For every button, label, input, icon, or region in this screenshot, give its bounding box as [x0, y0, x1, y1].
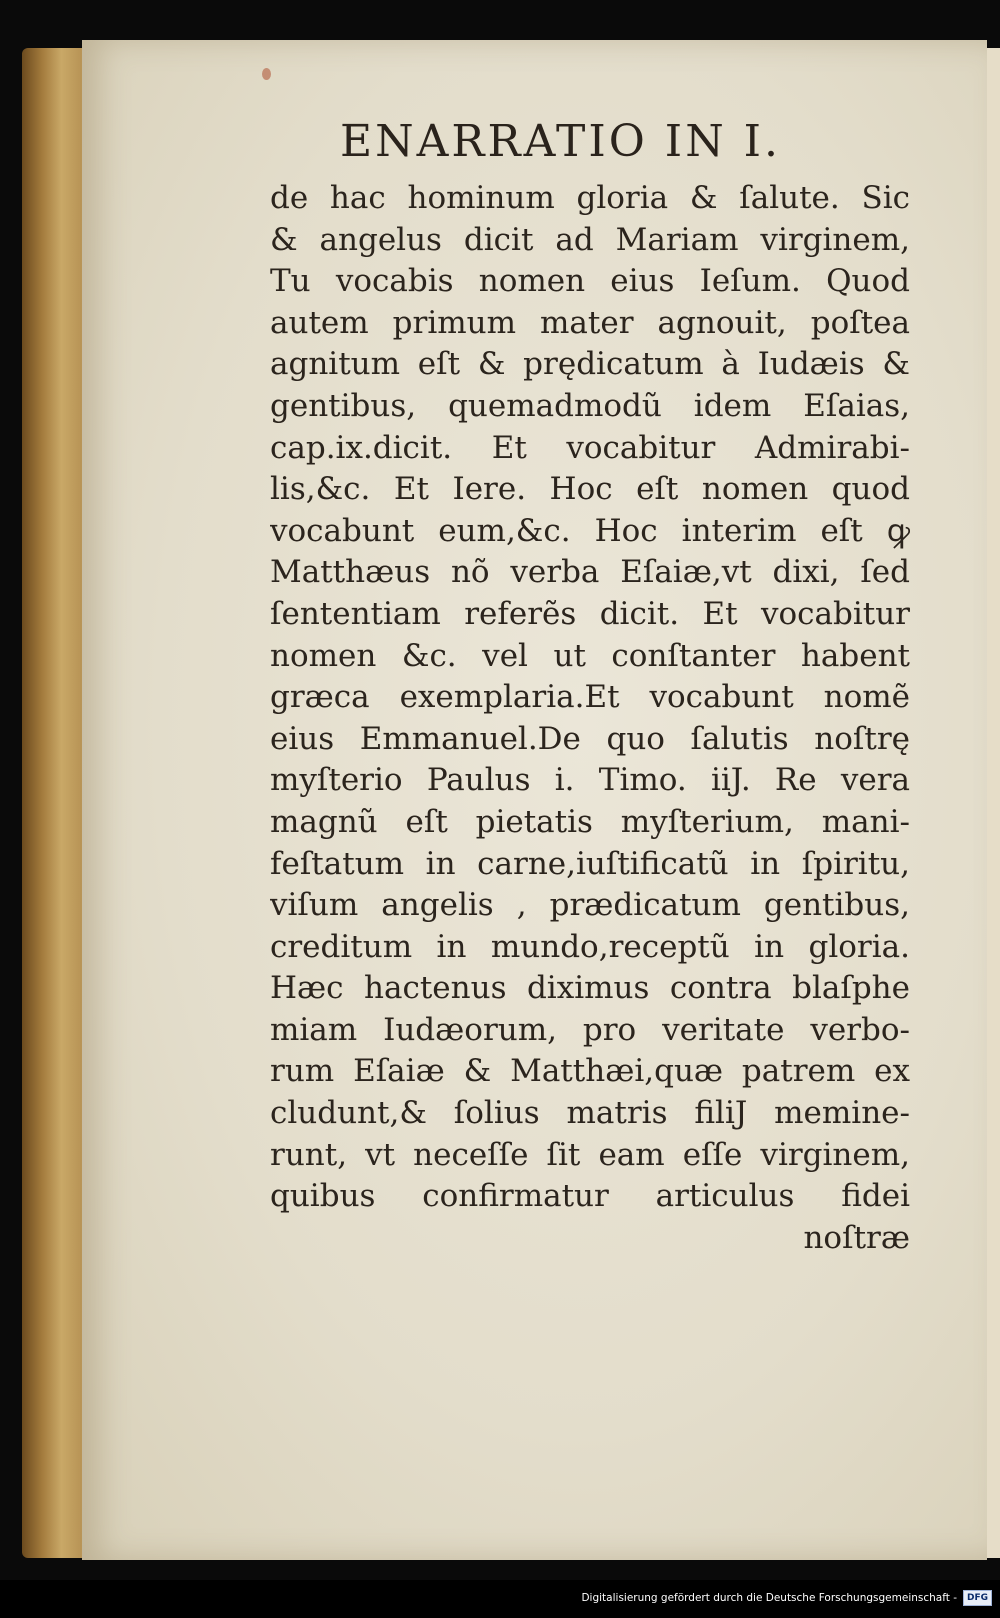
text-line: rum Eſaiæ & Matthæi,quæ patrem ex	[270, 1053, 910, 1090]
ink-spot	[262, 68, 271, 80]
footer-credit: Digitalisierung gefördert durch die Deutsche Forschungsgemeinschaft -	[581, 1592, 957, 1604]
text-line: quibus confirmatur articulus fidei	[270, 1178, 910, 1215]
text-line: de hac hominum gloria & ſalute. Sic	[270, 180, 910, 216]
dfg-logo: DFG	[963, 1590, 992, 1606]
text-line: nomen &c. vel ut conſtanter habent	[270, 637, 910, 674]
text-line: viſum angelis , prædicatum gentibus,	[270, 887, 910, 924]
text-line: Tu vocabis nomen eius Ieſum. Quod	[270, 263, 910, 300]
text-line: creditum in mundo,receptũ in gloria.	[270, 928, 910, 965]
text-line: agnitum eſt & prędicatum à Iudæis &	[270, 346, 910, 383]
text-line: magnũ eſt pietatis myſterium, mani-	[270, 803, 910, 840]
text-block	[270, 178, 910, 1259]
text-line: cap.ix.dicit. Et vocabitur Admirabi-	[270, 429, 910, 466]
running-header: ENARRATIO IN I.	[340, 116, 782, 167]
text-line: lis,&c. Et Iere. Hoc eſt nomen quod	[270, 471, 910, 508]
text-line: feſtatum in carne,iuſtificatũ in ſpiritu,	[270, 845, 910, 882]
catchword: noſtræ	[803, 1219, 910, 1256]
text-line: Hæc hactenus diximus contra blaſphe	[270, 970, 910, 1007]
text-line: & angelus dicit ad Mariam virginem,	[270, 221, 910, 258]
text-line: runt, vt neceſſe ſit eam eſſe virginem,	[270, 1136, 910, 1173]
text-line: miam Iudæorum, pro veritate verbo-	[270, 1011, 910, 1048]
text-line: cludunt,& ſolius matris filiJ memine-	[270, 1095, 910, 1132]
text-line: græca exemplaria.Et vocabunt nomẽ	[270, 679, 910, 716]
text-line: gentibus, quemadmodũ idem Eſaias,	[270, 387, 910, 424]
text-line: vocabunt eum,&c. Hoc interim eſt ꝙ	[270, 512, 910, 549]
text-line: myſterio Paulus i. Timo. iiJ. Re vera	[270, 762, 910, 799]
text-line: ſententiam referẽs dicit. Et vocabitur	[270, 595, 910, 632]
digitization-footer	[581, 1588, 992, 1608]
text-line: autem primum mater agnouit, poſtea	[270, 304, 910, 341]
text-line: eius Emmanuel.De quo ſalutis noſtrę	[270, 720, 910, 757]
text-line: Matthæus nõ verba Eſaiæ,vt dixi, ſed	[270, 554, 910, 591]
